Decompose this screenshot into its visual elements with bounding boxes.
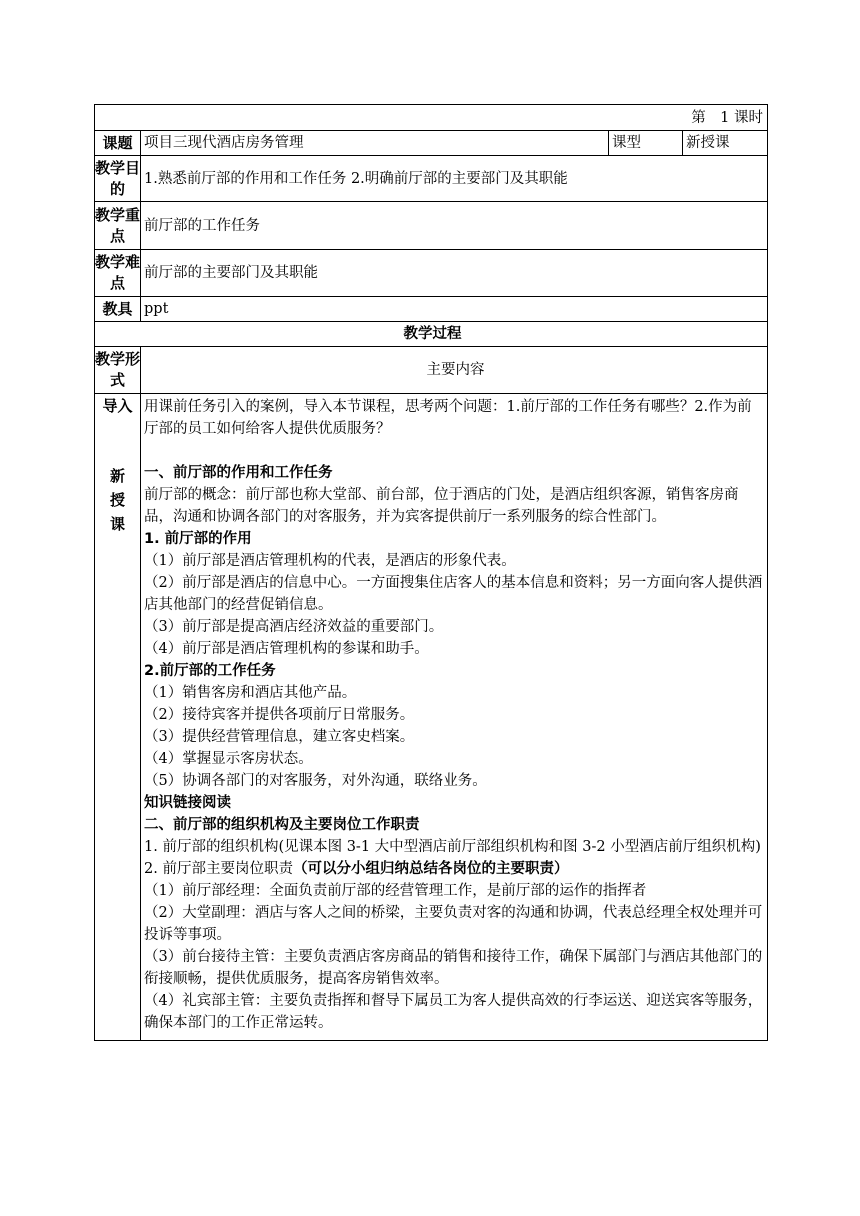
focus-value: 前厅部的工作任务 — [141, 202, 768, 250]
goal-row — [95, 156, 768, 202]
task-item: （3）提供经营管理信息，建立客史档案。 — [144, 729, 415, 745]
tools-row — [95, 297, 768, 322]
role-item: （3）前厅部是提高酒店经济效益的重要部门。 — [144, 619, 444, 635]
type-label: 课型 — [609, 131, 683, 156]
new-label-1: 新 — [109, 467, 125, 485]
goal-value: 1.熟悉前厅部的作用和工作任务 2.明确前厅部的主要部门及其职能 — [141, 156, 768, 202]
content-label: 主要内容 — [141, 347, 768, 394]
type-value: 新授课 — [683, 131, 768, 156]
task-item: （4）掌握显示客房状态。 — [144, 751, 313, 767]
focus-row — [95, 202, 768, 250]
header-row — [95, 105, 768, 131]
tools-value: ppt — [141, 297, 768, 322]
role-item: （1）前厅部是酒店管理机构的代表，是酒店的形象代表。 — [144, 553, 516, 569]
tasks-heading: 2.前厅部的工作任务 — [144, 663, 276, 679]
lead-text: 用课前任务引入的案例，导入本节课程，思考两个问题：1.前厅部的工作任务有哪些？2.作为前厅部的员工如何给客人提供优质服务？ — [144, 399, 752, 437]
lesson-number: 第 1 课时 — [95, 105, 768, 131]
section-2-title: 二、前厅部的组织机构及主要岗位工作职责 — [144, 817, 420, 833]
duty-item: （3）前台接待主管：主要负责酒店客房商品的销售和接待工作，确保下属部门与酒店其他部门的衔接顺畅，提供优质服务，提高客房销售效率。 — [144, 949, 763, 987]
role-item: （2）前厅部是酒店的信息中心。一方面搜集住店客人的基本信息和资料；另一方面向客人提供酒店其他部门的经营促销信息。 — [144, 575, 763, 613]
lesson-plan-sheet — [94, 104, 767, 1041]
duty-item: （4）礼宾部主管：主要负责指挥和督导下属员工为客人提供高效的行李运送、迎送宾客等服务，确保本部门的工作正常运转。 — [144, 993, 763, 1031]
process-title-row — [95, 322, 768, 347]
new-label-2: 授 — [109, 491, 125, 509]
duties-heading-text: 2. 前厅部主要岗位职责 — [144, 861, 293, 877]
lesson-plan-table — [94, 104, 768, 1041]
section-1-title: 一、前厅部的作用和工作任务 — [144, 465, 333, 481]
reading-link: 知识链接阅读 — [144, 795, 231, 811]
duties-heading-note: （可以分小组归纳总结各岗位的主要职责） — [292, 861, 569, 877]
process-title: 教学过程 — [95, 322, 768, 347]
content-row — [95, 394, 768, 1041]
role-heading: 1. 前厅部的作用 — [144, 531, 252, 547]
lead-label: 导入 — [102, 397, 133, 415]
tools-label: 教具 — [95, 297, 141, 322]
difficulty-row — [95, 250, 768, 297]
task-item: （5）协调各部门的对客服务，对外沟通，联络业务。 — [144, 773, 487, 789]
side-labels — [95, 394, 141, 1041]
topic-label: 课题 — [95, 131, 141, 156]
focus-label: 教学重点 — [95, 202, 141, 250]
difficulty-value: 前厅部的主要部门及其职能 — [141, 250, 768, 297]
topic-row — [95, 131, 768, 156]
role-item: （4）前厅部是酒店管理机构的参谋和助手。 — [144, 641, 429, 657]
concept-text: 前厅部的概念：前厅部也称大堂部、前台部，位于酒店的门处，是酒店组织客源，销售客房商品，沟通和协调各部门的对客服务，并为宾客提供前厅一系列服务的综合性部门。 — [144, 487, 739, 525]
duties-heading — [144, 858, 765, 880]
difficulty-label: 教学难点 — [95, 250, 141, 297]
new-label-3: 课 — [109, 515, 125, 533]
goal-label: 教学目的 — [95, 156, 141, 202]
task-item: （2）接待宾客并提供各项前厅日常服务。 — [144, 707, 415, 723]
form-label: 教学形式 — [95, 347, 141, 394]
task-item: （1）销售客房和酒店其他产品。 — [144, 685, 357, 701]
main-content — [141, 394, 768, 1041]
duty-item: （1）前厅部经理：全面负责前厅部的经营管理工作，是前厅部的运作的指挥者 — [144, 883, 647, 899]
duty-item: （2）大堂副理：酒店与客人之间的桥梁，主要负责对客的沟通和协调，代表总经理全权处理并可投诉等事项。 — [144, 905, 763, 943]
org-structure-text: 1. 前厅部的组织机构(见课本图 3-1 大中型酒店前厅部组织机构和图 3-2 小型酒店前厅组织机构) — [144, 839, 761, 855]
process-header-row — [95, 347, 768, 394]
topic-value: 项目三现代酒店房务管理 — [141, 131, 609, 156]
